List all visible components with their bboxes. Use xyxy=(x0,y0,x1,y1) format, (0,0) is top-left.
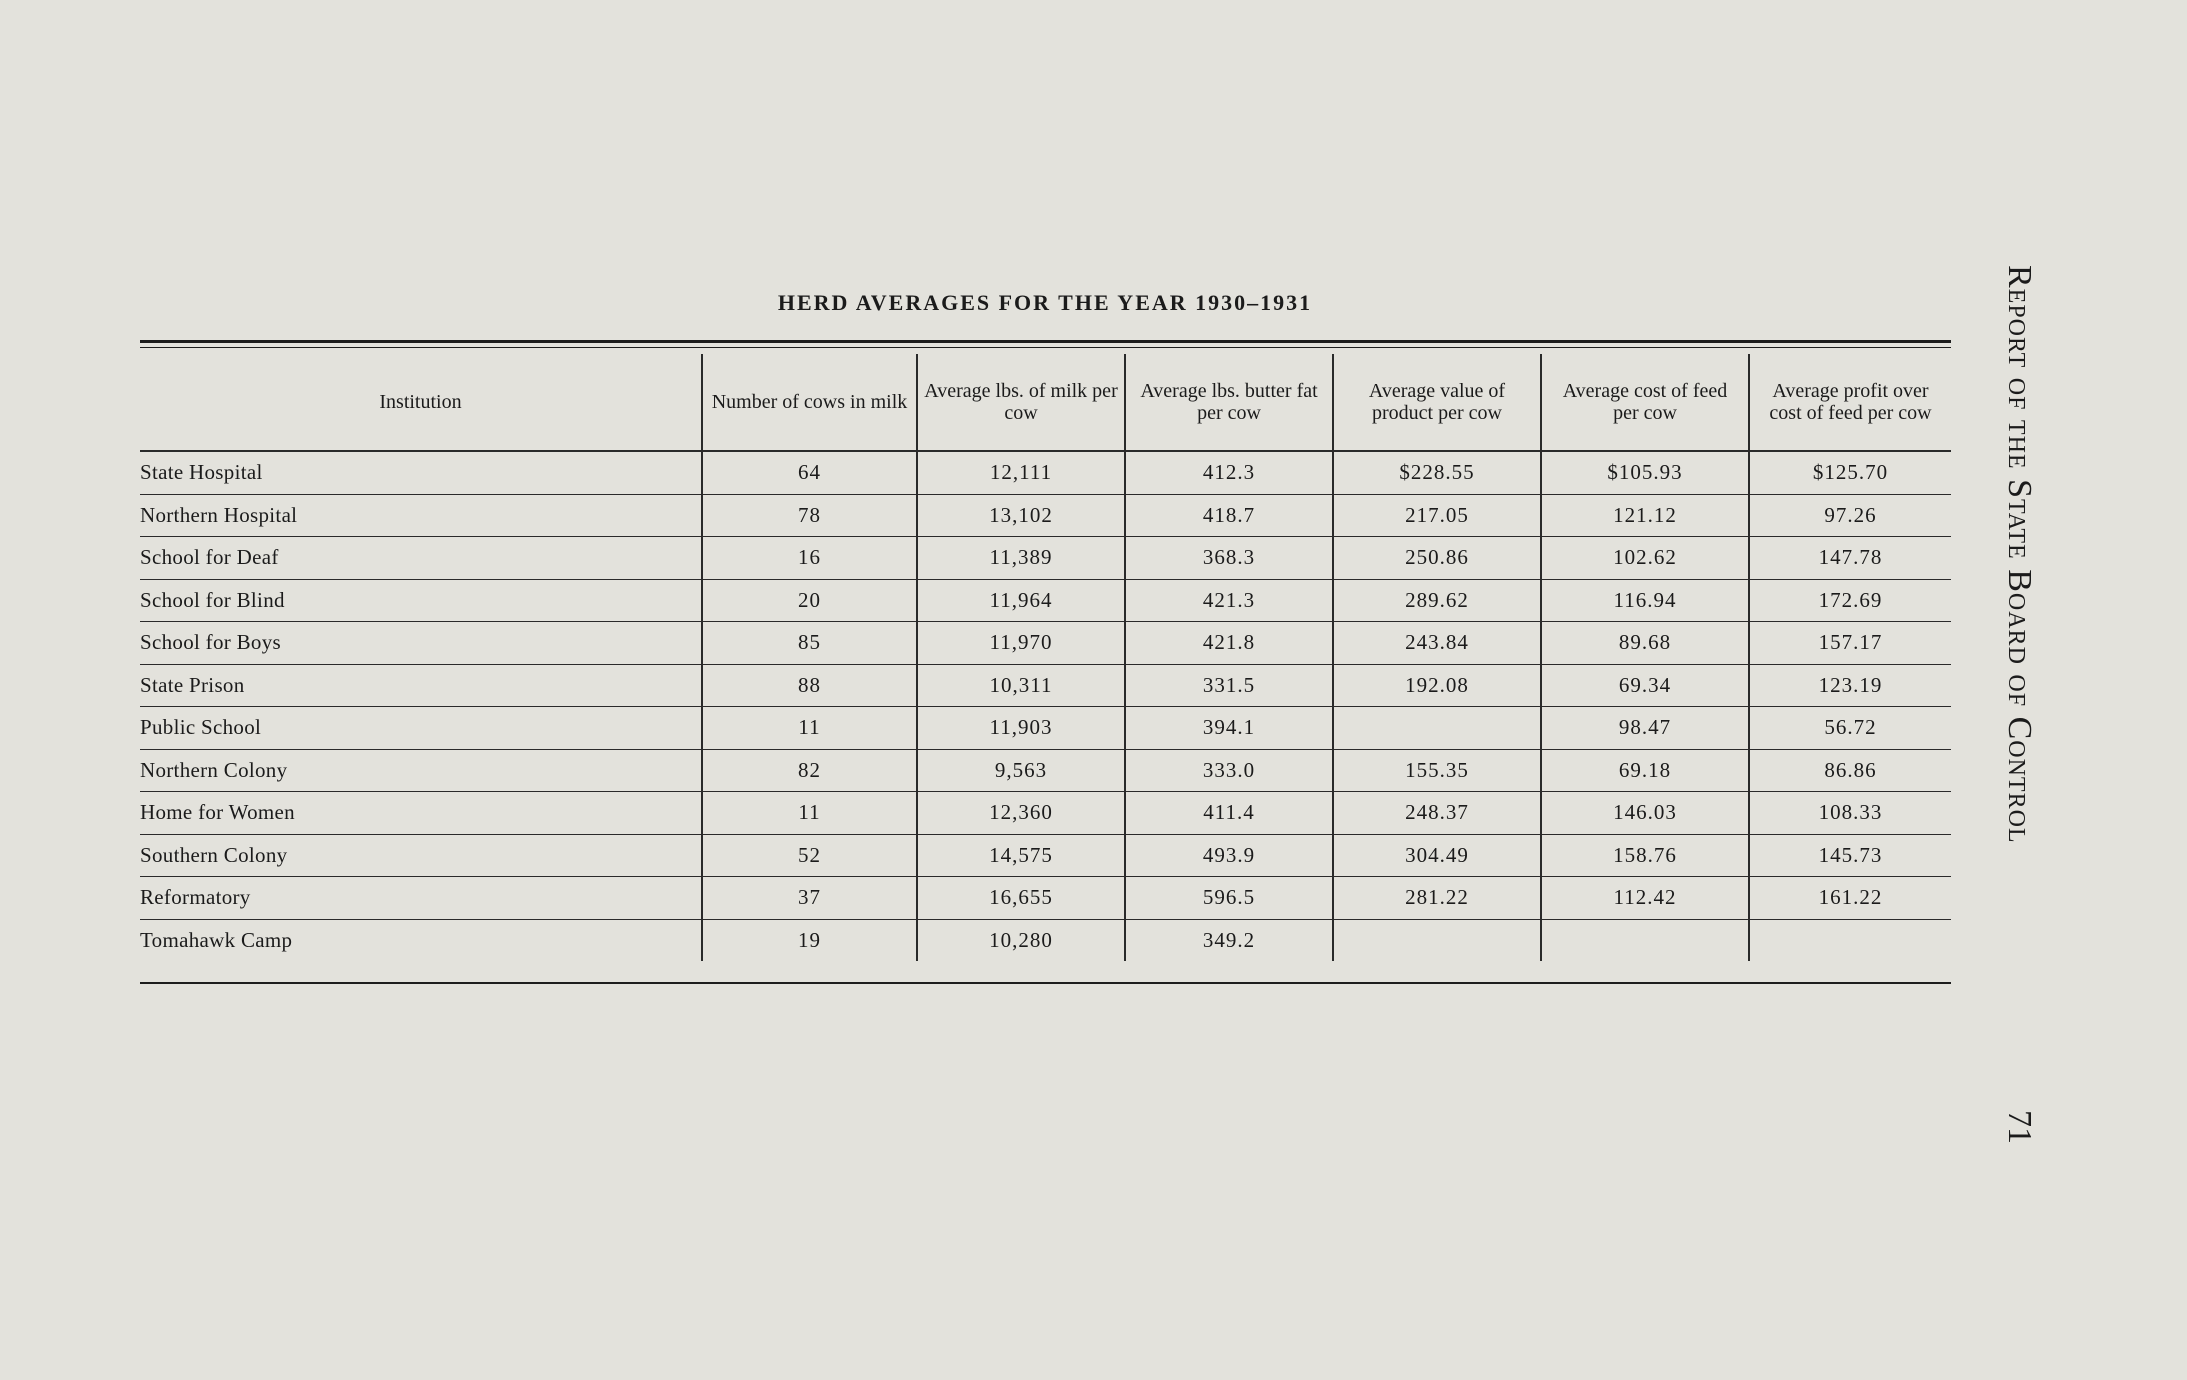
cell-feed-cost: 112.42 xyxy=(1541,877,1749,920)
cell-profit: 161.22 xyxy=(1749,877,1951,920)
table-row xyxy=(140,494,1951,537)
cell-profit: 157.17 xyxy=(1749,622,1951,665)
cell-product-value: 248.37 xyxy=(1333,792,1541,835)
header-milk-per-cow: Average lbs. of milk per cow xyxy=(917,354,1125,451)
cell-institution: School for Deaf xyxy=(140,537,702,580)
cell-cows: 20 xyxy=(702,579,917,622)
header-butter-fat: Average lbs. butter fat per cow xyxy=(1125,354,1333,451)
cell-butter-fat: 412.3 xyxy=(1125,451,1333,494)
bottom-rule xyxy=(140,982,1951,984)
cell-butter-fat: 331.5 xyxy=(1125,664,1333,707)
cell-institution: Public School xyxy=(140,707,702,750)
cell-institution: School for Boys xyxy=(140,622,702,665)
cell-cows: 78 xyxy=(702,494,917,537)
cell-institution: Northern Colony xyxy=(140,749,702,792)
cell-butter-fat: 349.2 xyxy=(1125,919,1333,961)
cell-profit: 172.69 xyxy=(1749,579,1951,622)
cell-product-value: 217.05 xyxy=(1333,494,1541,537)
cell-feed-cost: $105.93 xyxy=(1541,451,1749,494)
cell-cows: 19 xyxy=(702,919,917,961)
cell-product-value: 243.84 xyxy=(1333,622,1541,665)
header-cows-in-milk: Number of cows in milk xyxy=(702,354,917,451)
cell-cows: 88 xyxy=(702,664,917,707)
cell-profit: 97.26 xyxy=(1749,494,1951,537)
cell-profit xyxy=(1749,919,1951,961)
cell-institution: Home for Women xyxy=(140,792,702,835)
table-row xyxy=(140,749,1951,792)
cell-product-value: 250.86 xyxy=(1333,537,1541,580)
cell-institution: Northern Hospital xyxy=(140,494,702,537)
cell-milk: 11,903 xyxy=(917,707,1125,750)
cell-butter-fat: 368.3 xyxy=(1125,537,1333,580)
cell-feed-cost: 158.76 xyxy=(1541,834,1749,877)
cell-institution: State Hospital xyxy=(140,451,702,494)
cell-milk: 11,970 xyxy=(917,622,1125,665)
cell-product-value xyxy=(1333,919,1541,961)
cell-feed-cost: 116.94 xyxy=(1541,579,1749,622)
table-row xyxy=(140,622,1951,665)
cell-institution: School for Blind xyxy=(140,579,702,622)
table-title: HERD AVERAGES FOR THE YEAR 1930–1931 xyxy=(777,290,1313,315)
page-number: 71 xyxy=(2001,1110,2038,1144)
cell-feed-cost: 69.18 xyxy=(1541,749,1749,792)
header-product-value: Average value of product per cow xyxy=(1333,354,1541,451)
table-row xyxy=(140,877,1951,920)
cell-institution: Tomahawk Camp xyxy=(140,927,293,952)
cell-product-value: 192.08 xyxy=(1333,664,1541,707)
cell-butter-fat: 394.1 xyxy=(1125,707,1333,750)
cell-cows: 11 xyxy=(702,792,917,835)
cell-cows: 37 xyxy=(702,877,917,920)
table-row xyxy=(140,834,1951,877)
cell-cows: 11 xyxy=(702,707,917,750)
cell-institution: Southern Colony xyxy=(140,834,702,877)
cell-milk: 13,102 xyxy=(917,494,1125,537)
cell-feed-cost: 98.47 xyxy=(1541,707,1749,750)
cell-product-value: 304.49 xyxy=(1333,834,1541,877)
cell-milk: 10,280 xyxy=(917,919,1125,961)
table-row xyxy=(140,579,1951,622)
cell-profit: 86.86 xyxy=(1749,749,1951,792)
cell-milk: 9,563 xyxy=(917,749,1125,792)
cell-profit: 56.72 xyxy=(1749,707,1951,750)
cell-milk: 14,575 xyxy=(917,834,1125,877)
cell-milk: 10,311 xyxy=(917,664,1125,707)
cell-profit: 123.19 xyxy=(1749,664,1951,707)
cell-institution: State Prison xyxy=(140,664,702,707)
cell-milk: 12,111 xyxy=(917,451,1125,494)
cell-feed-cost: 146.03 xyxy=(1541,792,1749,835)
table-row xyxy=(140,451,1951,494)
cell-cows: 64 xyxy=(702,451,917,494)
header-profit: Average profit over cost of feed per cow xyxy=(1749,354,1951,451)
cell-cows: 16 xyxy=(702,537,917,580)
cell-product-value: 155.35 xyxy=(1333,749,1541,792)
cell-feed-cost: 102.62 xyxy=(1541,537,1749,580)
cell-cows: 85 xyxy=(702,622,917,665)
table-row xyxy=(140,919,1951,961)
cell-feed-cost: 69.34 xyxy=(1541,664,1749,707)
cell-profit: 147.78 xyxy=(1749,537,1951,580)
header-row xyxy=(140,354,1951,451)
cell-product-value: $228.55 xyxy=(1333,451,1541,494)
top-rule-thin xyxy=(140,347,1951,348)
cell-product-value: 281.22 xyxy=(1333,877,1541,920)
cell-butter-fat: 411.4 xyxy=(1125,792,1333,835)
cell-butter-fat: 596.5 xyxy=(1125,877,1333,920)
cell-feed-cost: 89.68 xyxy=(1541,622,1749,665)
cell-institution: Reformatory xyxy=(140,877,702,920)
table-row xyxy=(140,664,1951,707)
cell-product-value xyxy=(1333,707,1541,750)
cell-feed-cost: 121.12 xyxy=(1541,494,1749,537)
cell-profit: $125.70 xyxy=(1749,451,1951,494)
cell-butter-fat: 418.7 xyxy=(1125,494,1333,537)
cell-feed-cost xyxy=(1541,919,1749,961)
table-row xyxy=(140,707,1951,750)
cell-milk: 16,655 xyxy=(917,877,1125,920)
table-row xyxy=(140,537,1951,580)
header-institution: Institution xyxy=(140,354,702,451)
cell-butter-fat: 493.9 xyxy=(1125,834,1333,877)
header-feed-cost: Average cost of feed per cow xyxy=(1541,354,1749,451)
cell-product-value: 289.62 xyxy=(1333,579,1541,622)
top-rule-thick xyxy=(140,340,1951,343)
cell-cows: 52 xyxy=(702,834,917,877)
cell-butter-fat: 421.3 xyxy=(1125,579,1333,622)
cell-cows: 82 xyxy=(702,749,917,792)
cell-milk: 12,360 xyxy=(917,792,1125,835)
table-body xyxy=(140,451,1951,961)
cell-profit: 108.33 xyxy=(1749,792,1951,835)
running-header: Report of the State Board of Control xyxy=(2001,265,2038,844)
cell-milk: 11,389 xyxy=(917,537,1125,580)
cell-butter-fat: 333.0 xyxy=(1125,749,1333,792)
cell-profit: 145.73 xyxy=(1749,834,1951,877)
cell-butter-fat: 421.8 xyxy=(1125,622,1333,665)
cell-milk: 11,964 xyxy=(917,579,1125,622)
herd-averages-table xyxy=(140,354,1951,961)
table-row xyxy=(140,792,1951,835)
